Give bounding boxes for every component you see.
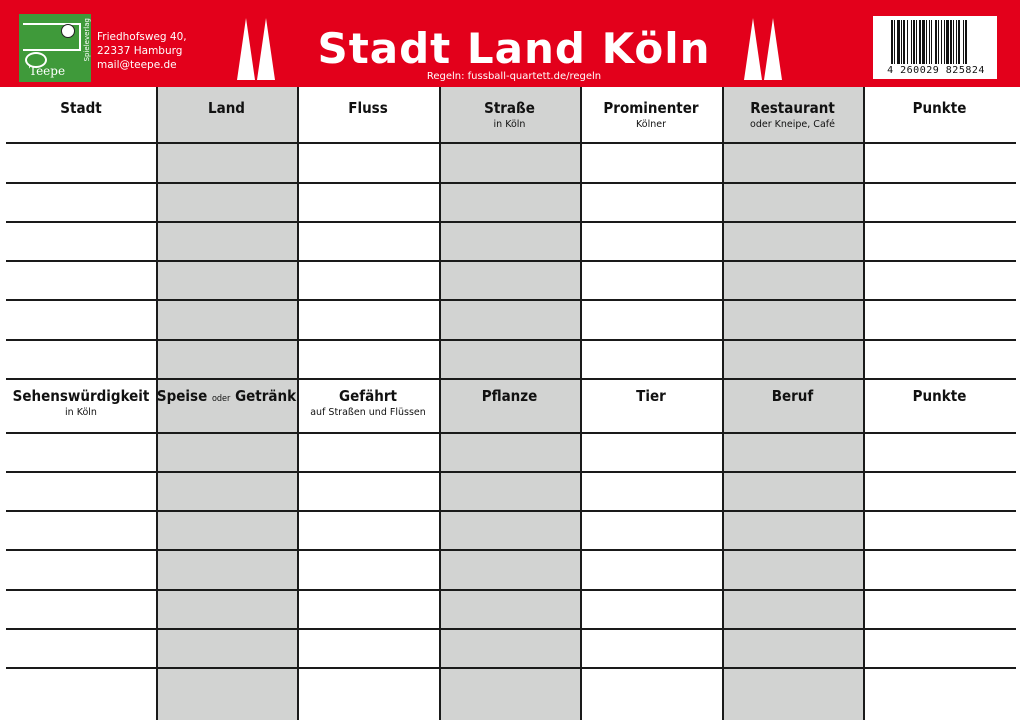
barcode-bars bbox=[891, 20, 979, 64]
header-punkte-2: Punkte bbox=[912, 387, 967, 405]
header-pflanze: Pflanze bbox=[481, 387, 538, 405]
header-sehenswuerdigkeit: Sehenswürdigkeit in Köln bbox=[12, 387, 150, 418]
barcode bbox=[873, 16, 997, 79]
header-fluss: Fluss bbox=[348, 99, 388, 117]
logo-side-text: Spieleverlag bbox=[83, 18, 91, 62]
header-stadt: Stadt bbox=[60, 99, 102, 117]
header-land: Land bbox=[208, 99, 245, 117]
barcode-number: 4 260029 825824 bbox=[887, 65, 985, 76]
header-banner bbox=[0, 0, 1020, 87]
header-speise-getraenk: Speise oder Getränk bbox=[156, 387, 297, 405]
rules-link[interactable]: Regeln: fussball-quartett.de/regeln bbox=[426, 71, 602, 82]
header-restaurant: Restaurant oder Kneipe, Café bbox=[750, 99, 835, 130]
logo-brand: Teepe bbox=[29, 64, 66, 78]
header-strasse: Straße in Köln bbox=[484, 99, 535, 130]
header-prominenter: Prominenter Kölner bbox=[603, 99, 699, 130]
header-tier: Tier bbox=[636, 387, 666, 405]
address-line-1: Friedhofsweg 40, bbox=[97, 31, 187, 43]
header-beruf: Beruf bbox=[771, 387, 814, 405]
address-line-2: 22337 Hamburg bbox=[97, 45, 183, 57]
header-punkte-1: Punkte bbox=[912, 99, 967, 117]
header-gefaehrt: Gefährt auf Straßen und Flüssen bbox=[310, 387, 426, 418]
cathedral-spires-icon bbox=[743, 18, 783, 80]
address-line-3: mail@teepe.de bbox=[97, 59, 177, 71]
page-title: Stadt Land Köln bbox=[317, 24, 711, 73]
